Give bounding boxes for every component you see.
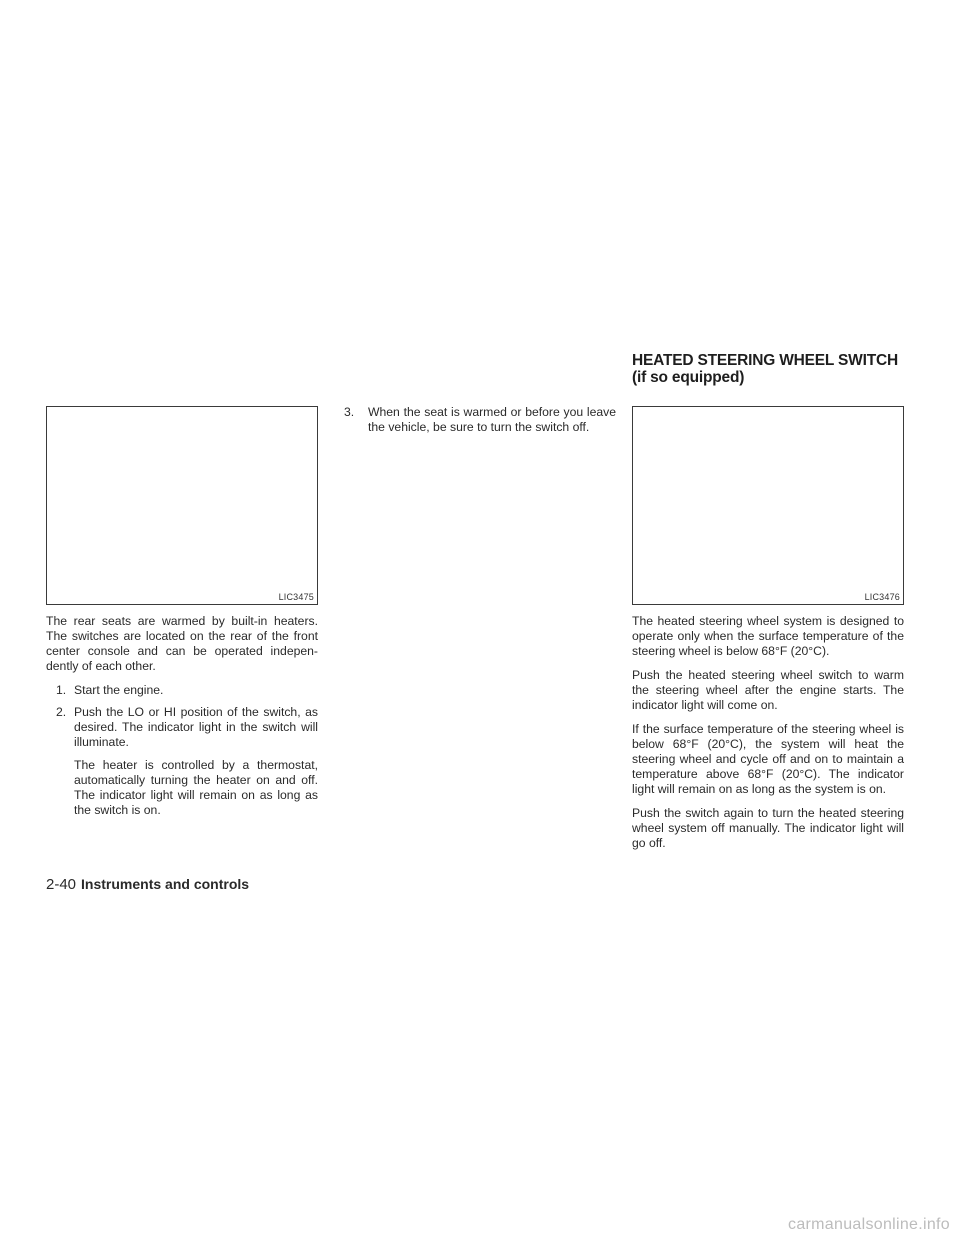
left-column: [46, 406, 318, 825]
figure-label: LIC3476: [864, 592, 900, 602]
figure-heated-steering-wheel-switch: [632, 406, 904, 605]
section-title-line2: (if so equipped): [632, 369, 745, 386]
step-text: Start the engine.: [74, 683, 164, 697]
body-paragraph: If the surface temperature of the steering wheel is below 68°F (20°C), the system will heat the steering wheel and cycle off and on to maintain a temperature above 68°F (20°C). The indicator light will remain on as long as the system is on.: [632, 722, 904, 796]
steps-list-continued: [344, 405, 616, 435]
figure-label: LIC3475: [278, 592, 314, 602]
step-number: 2.: [56, 705, 67, 719]
step-item: [46, 683, 318, 698]
section-title: [632, 352, 932, 386]
page-number: 2-40: [46, 876, 77, 893]
figure-rear-seat-heater: [46, 406, 318, 605]
steps-list: [46, 683, 318, 818]
step-text: Push the LO or HI position of the switch, as desired. The indicator light in the switch will illuminate.: [74, 705, 318, 749]
body-paragraph: Push the heated steering wheel switch to warm the steering wheel after the engine starts. The indicator light will come on.: [632, 668, 904, 712]
body-paragraph: Push the switch again to turn the heated steering wheel system off manually. The indicator light will go off.: [632, 806, 904, 850]
section-title-line1: HEATED STEERING WHEEL SWITCH: [632, 352, 898, 369]
intro-paragraph: The rear seats are warmed by built-in heaters. The switches are located on the rear of the front center console and can be operated indepen-dently of each other.: [46, 614, 318, 673]
step-text: When the seat is warmed or before you leave the vehicle, be sure to turn the switch off.: [368, 405, 616, 434]
watermark: carmanualsonline.info: [788, 1216, 950, 1233]
step-number: 3.: [344, 405, 355, 419]
right-column: [632, 406, 904, 860]
body-paragraph: The heated steering wheel system is designed to operate only when the surface temperature of the steering wheel is below 68°F (20°C).: [632, 614, 904, 658]
step-subtext: The heater is controlled by a thermostat, automatically turning the heater on and off. The indicator light will remain on as long as the switch is on.: [74, 758, 318, 817]
middle-column: [344, 405, 616, 442]
step-number: 1.: [56, 683, 67, 697]
footer-section-name: Instruments and controls: [81, 876, 250, 892]
page-footer: [46, 876, 249, 893]
step-item: [344, 405, 616, 435]
step-item: [46, 705, 318, 818]
